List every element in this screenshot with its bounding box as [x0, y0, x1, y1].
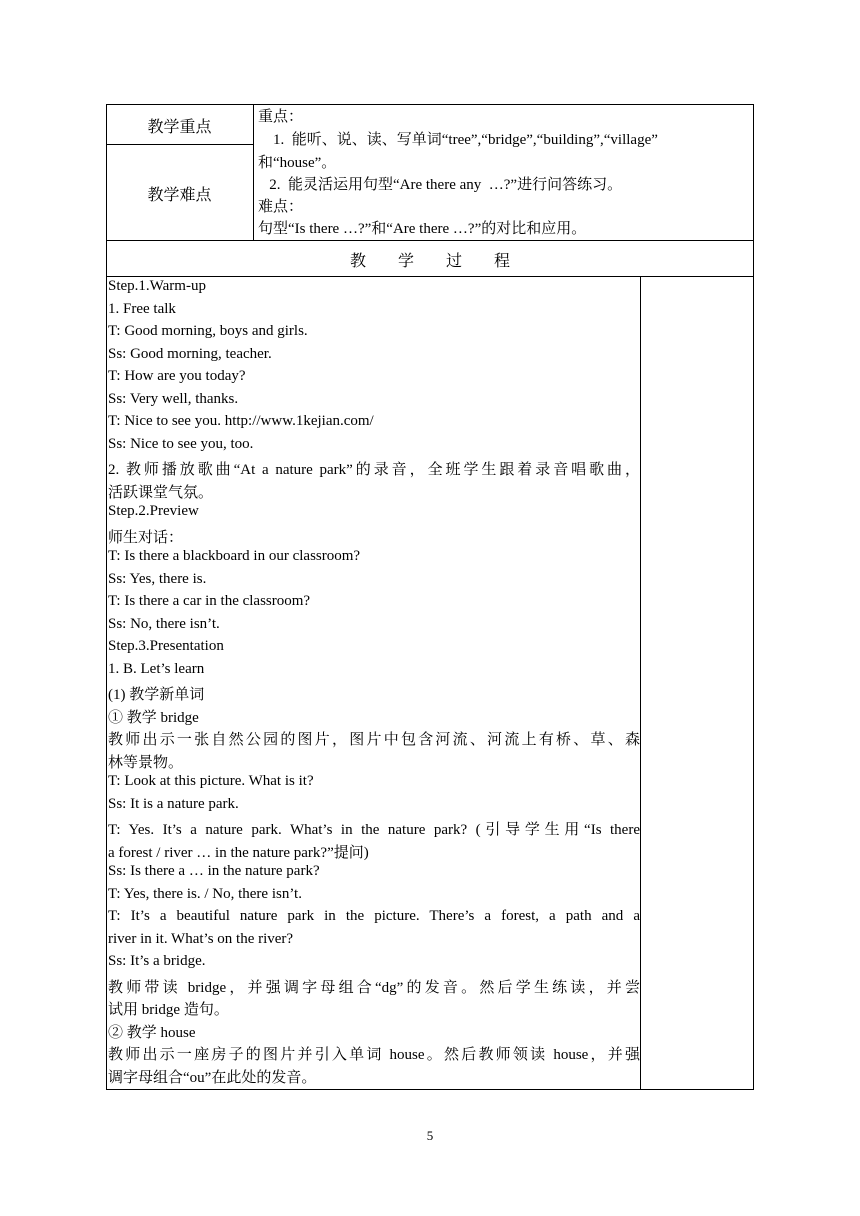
objective-line: 难点： [258, 199, 304, 215]
process-line: ① 教学 bridge [108, 709, 199, 726]
process-header-bottom-divider [106, 276, 754, 277]
process-line: Step.1.Warm-up [108, 278, 206, 294]
process-line: T: Good morning, boys and girls. [108, 323, 308, 339]
process-line: 1. B. Let’s learn [108, 660, 205, 677]
objective-line: 重点： [258, 109, 304, 125]
objective-line: 和“house”。 [258, 155, 337, 171]
label-key-points: 教学重点 [147, 119, 212, 136]
process-line: 活跃课堂气氛。 [108, 484, 214, 501]
process-line: Ss: Very well, thanks. [108, 390, 239, 407]
process-line: 试用 bridge 造句。 [108, 1002, 229, 1018]
process-line: a forest / river … in the nature park?”提问) [108, 844, 369, 861]
process-content [108, 278, 640, 1088]
table-border-bottom [106, 1089, 754, 1090]
process-line: Ss: Nice to see you, too. [108, 435, 254, 452]
objective-line: 2. 能灵活运用句型“Are there any …?”进行问答练习。 [258, 177, 623, 193]
objective-line: 句型“Is there …?”和“Are there …?”的对比和应用。 [258, 221, 587, 237]
process-line: 2. 教师播放歌曲“At a nature park”的录音，全班学生跟着录音唱歌曲， [108, 462, 640, 478]
process-header: 教 学 过 程 [349, 253, 510, 270]
process-line: (1) 教学新单词 [108, 687, 205, 703]
notes-column-divider [640, 276, 641, 1090]
table-border-top [106, 104, 754, 105]
process-line: Ss: Is there a … in the nature park? [108, 863, 320, 879]
process-line: T: Nice to see you. http://www.1kejian.com/ [108, 413, 374, 429]
process-line: Ss: It is a nature park. [108, 795, 239, 812]
process-line: 教师带读 bridge，并强调字母组合“dg”的发音。然后学生练读，并尝 [108, 979, 640, 996]
process-line: Step.3.Presentation [108, 638, 224, 654]
process-line: 教师出示一张自然公园的图片，图片中包含河流、河流上有桥、草、森 [108, 732, 640, 748]
process-line: Ss: Yes, there is. [108, 570, 207, 587]
process-line: T: Look at this picture. What is it? [108, 773, 314, 789]
process-line: T: How are you today? [108, 368, 246, 384]
label-difficult-points: 教学难点 [147, 187, 212, 204]
process-line: river in it. What’s on the river? [108, 930, 294, 947]
process-line: T: It’s a beautiful nature park in the picture. There’s a forest, a path and a [108, 908, 640, 924]
process-line: Ss: No, there isn’t. [108, 615, 220, 632]
objective-line: 1. 能听、说、读、写单词“tree”,“bridge”,“building”,“village” [258, 132, 658, 148]
process-line: Ss: It’s a bridge. [108, 953, 206, 969]
process-line: 林等景物。 [108, 754, 184, 771]
process-line: T: Is there a blackboard in our classroom? [108, 548, 361, 564]
process-line: T: Is there a car in the classroom? [108, 593, 311, 609]
process-line: T: Yes. It’s a nature park. What’s in the nature park? (引导学生用“Is there [108, 822, 640, 838]
process-line: 调字母组合“ou”在此处的发音。 [108, 1069, 317, 1086]
page-number: 5 [426, 1128, 434, 1143]
process-line: 师生对话： [108, 529, 184, 546]
process-line: Step.2.Preview [108, 503, 199, 519]
process-line: 1. Free talk [108, 300, 176, 317]
process-line: ② 教学 house [108, 1024, 196, 1041]
process-line: 教师出示一座房子的图片并引入单词 house。然后教师领读 house，并强 [108, 1047, 640, 1063]
label-column-divider [253, 104, 254, 241]
label-row-divider [106, 144, 254, 145]
process-line: Ss: Good morning, teacher. [108, 345, 272, 362]
process-line: T: Yes, there is. / No, there isn’t. [108, 885, 302, 902]
